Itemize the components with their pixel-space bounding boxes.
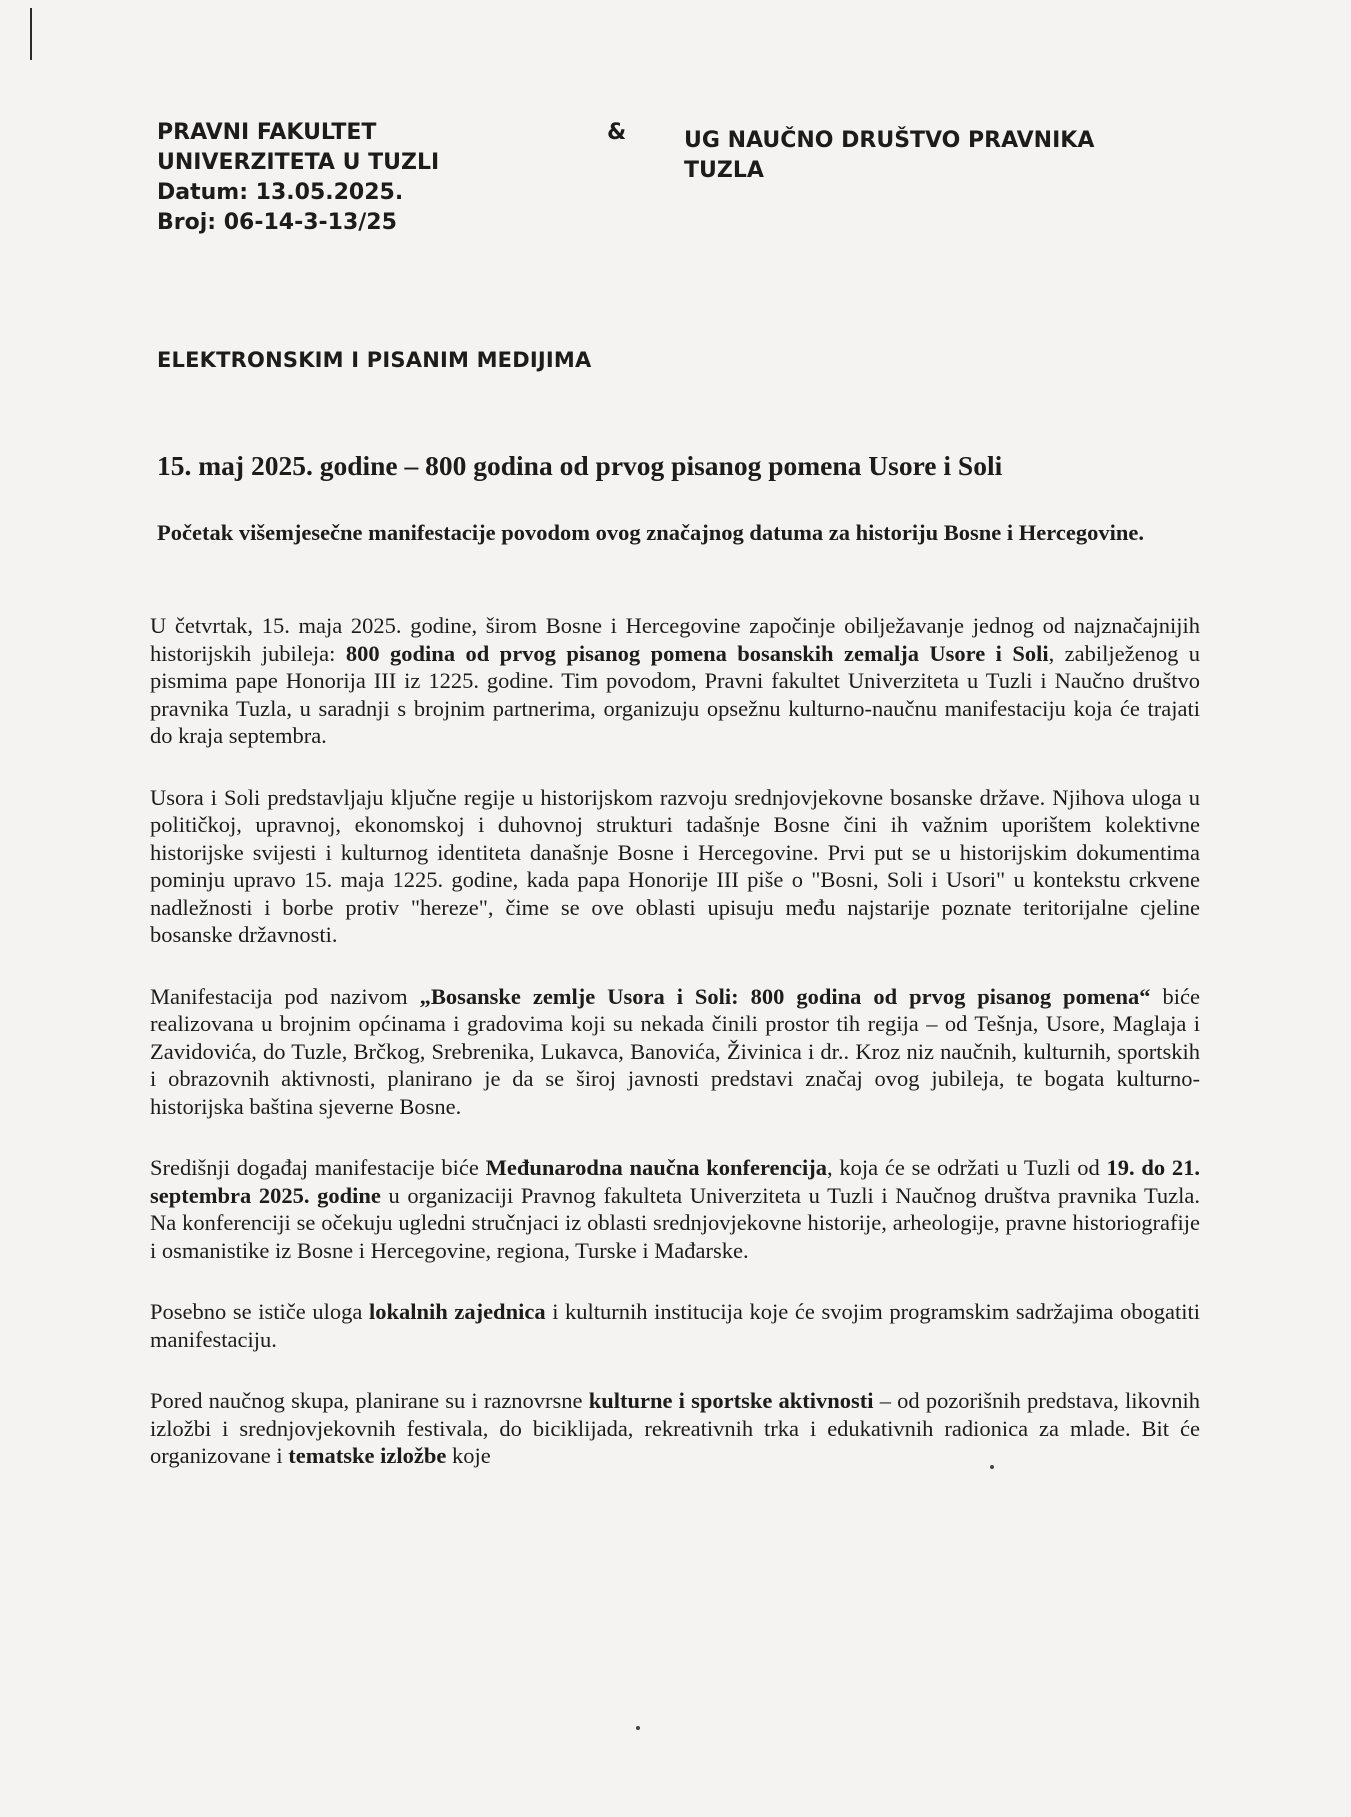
body-paragraph — [150, 1387, 1200, 1470]
body-paragraph — [150, 983, 1200, 1121]
paragraph-text: , zabilježenog u pismima pape Honorija III iz 1225. godine. Tim povodom, Pravni fakultet Univerziteta u Tuzli i Naučno društvo pravnika Tuzla, u saradnji s brojnim partnerima, organizuju opsežnu kulturno-naučnu manifestaciju koja će trajati do kraja septembra. — [150, 640, 1201, 748]
paragraph-text: , koja će se održati u Tuzli od — [827, 1155, 1107, 1180]
paragraph-text: koje — [446, 1443, 491, 1468]
emphasized-text: Međunarodna naučna konferencija — [485, 1155, 828, 1180]
body-paragraph — [150, 612, 1200, 750]
emphasized-text: lokalnih zajednica — [368, 1299, 546, 1324]
paragraph-text: i kulturnih institucija koje će svojim programskim sadržajima obogatiti manifestaciju. — [150, 1299, 1200, 1352]
ampersand: & — [607, 120, 627, 145]
emphasized-text: „Bosanske zemlje Usora i Soli: 800 godina od prvog pisanog pomena“ — [419, 983, 1151, 1009]
paragraph-text: u organizaciji Pravnog fakulteta Univerziteta u Tuzli i Naučnog društva pravnika Tuzla. Na konferenciji se očekuju ugledni stručnjaci iz oblasti srednjovjekovne historije, arheologije, pravne historiografije i osmanistike iz Bosne i Hercegovine, regiona, Turske i Mađarske. — [150, 1182, 1200, 1263]
document-date: Datum: 13.05.2025. — [157, 180, 404, 205]
press-release-title: 15. maj 2025. godine – 800 godina od prvog pisanog pomena Usore i Soli — [157, 450, 1003, 481]
paragraph-text: – od pozorišnih predstava, likovnih izložbi i srednjovjekovnih festivala, do biciklijada, rekreativnih trka i edukativnih radionica za mlade. Bit će organizovane i — [150, 1388, 1200, 1468]
document-number: Broj: 06-14-3-13/25 — [157, 210, 397, 235]
body-paragraph — [150, 1154, 1200, 1264]
co-issuer-block — [684, 126, 1204, 186]
scan-speck — [990, 1465, 994, 1469]
emphasized-text: tematske izložbe — [288, 1443, 447, 1468]
emphasized-text: 19. do 21. septembra 2025. godine — [150, 1155, 1201, 1208]
emphasized-text: kulturne i sportske aktivnosti — [588, 1388, 874, 1413]
co-issuer-line-2: TUZLA — [684, 158, 764, 183]
paragraph-text: Središnji događaj manifestacije biće — [150, 1155, 486, 1180]
co-issuer-line-1: UG NAUČNO DRUŠTVO PRAVNIKA — [684, 128, 1095, 153]
emphasized-text: 800 godina od prvog pisanog pomena bosanskih zemalja Usore i Soli — [345, 640, 1049, 666]
press-release-subtitle: Početak višemjesečne manifestacije povodom ovog značajnog datuma za historiju Bosne i Hercegovine. — [157, 520, 1144, 545]
body-paragraph — [150, 784, 1200, 949]
paragraph-text: U četvrtak, 15. maja 2025. godine, širom Bosne i Hercegovine započinje obilježavanje jednog od najznačajnijih historijskih jubileja: — [150, 613, 1200, 666]
paragraph-text: biće realizovana u brojnim općinama i gradovima koji su nekada činili prostor tih regija – od Tešnja, Usore, Maglaja i Zavidovića, do Tuzle, Brčkog, Srebrenika, Lukavca, Banovića, Živinica i dr.. Kroz niz naučnih, kulturnih, sportskih i obrazovnih aktivnosti, planirano je da se široj javnosti predstavi značaj ovog jubileja, te bogata kulturno-historijska baština sjeverne Bosne. — [150, 983, 1201, 1119]
body-paragraph — [150, 1298, 1200, 1353]
margin-mark — [30, 8, 32, 60]
paragraph-text: Usora i Soli predstavljaju ključne regije u historijskom razvoju srednjovjekovne bosanske države. Njihova uloga u političkoj, upravnoj, ekonomskoj i duhovnoj strukturi tadašnje Bosne čini ih važnim uporištem kolektivne historijske svijesti i kulturnog identiteta današnje Bosne i Hercegovine. Prvi put se u historijskim dokumentima pominju upravo 15. maja 1225. godine, kada papa Honorije III piše o "Bosni, Soli i Usori" u kontekstu crkvene nadležnosti i borbe protiv "hereze", čime se ove oblasti upisuju među najstarije poznate teritorijalne cjeline bosanske državnosti. — [150, 784, 1200, 947]
scan-speck — [636, 1726, 640, 1730]
issuer-line-2: UNIVERZITETA U TUZLI — [157, 150, 440, 175]
issuer-block — [157, 118, 657, 238]
issuer-line-1: PRAVNI FAKULTET — [157, 120, 377, 145]
paragraph-text: Pored naučnog skupa, planirane su i raznovrsne — [150, 1388, 589, 1413]
body-text — [150, 612, 1200, 1504]
paragraph-text: Manifestacija pod nazivom — [150, 983, 420, 1009]
recipients: ELEKTRONSKIM I PISANIM MEDIJIMA — [157, 348, 592, 372]
paragraph-text: Posebno se ističe uloga — [150, 1299, 369, 1324]
